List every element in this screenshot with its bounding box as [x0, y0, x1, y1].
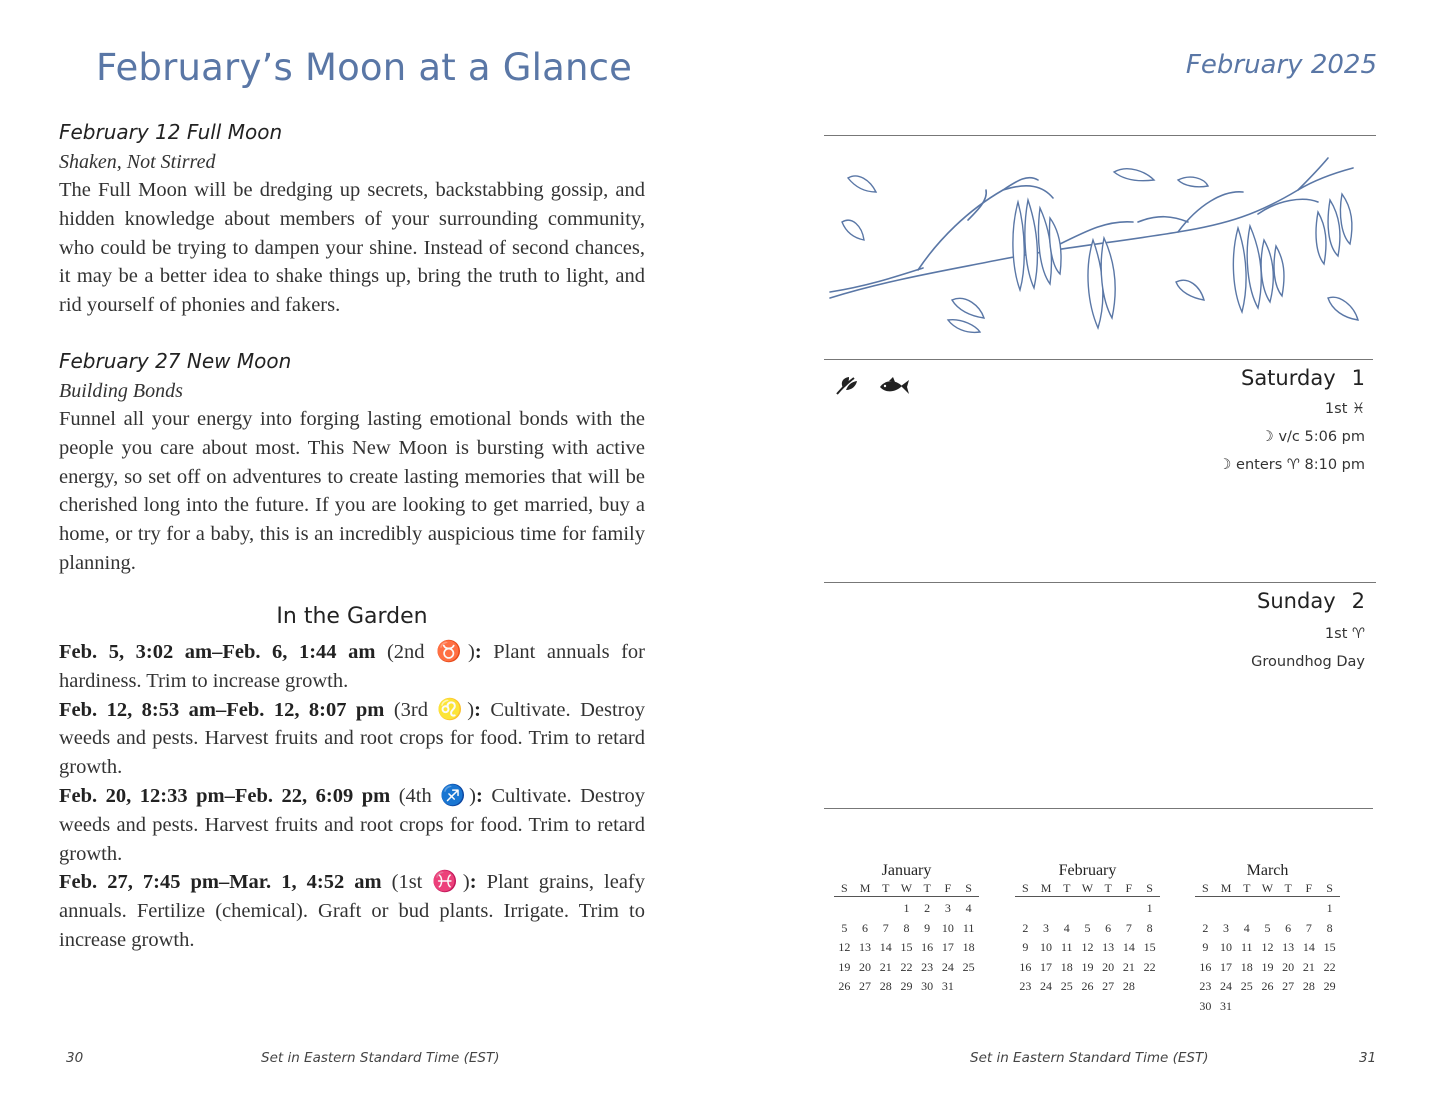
day-heading-sunday	[1257, 589, 1365, 613]
garden-entry	[59, 782, 645, 868]
calendar-day: 24	[941, 959, 954, 974]
full-moon-section	[59, 118, 645, 320]
calendar-day: 13	[1102, 940, 1115, 955]
calendar-day: 20	[1282, 959, 1295, 974]
calendar-day: 29	[1323, 979, 1336, 994]
calendar-day	[1015, 897, 1036, 919]
calendar-day: 8	[903, 920, 910, 935]
calendar-day: 7	[1305, 920, 1312, 935]
day-name: Saturday	[1240, 366, 1336, 390]
weekday-label: S	[1195, 880, 1216, 897]
day-number: 1	[1351, 366, 1365, 390]
calendar-day	[958, 977, 979, 997]
calendar-day	[1139, 977, 1160, 997]
calendar-day: 25	[1060, 979, 1073, 994]
calendar-day: 11	[962, 920, 975, 935]
calendar-week	[1195, 919, 1340, 939]
calendar-day: 1	[1326, 901, 1333, 916]
day-icons	[834, 374, 911, 400]
calendar-day: 4	[965, 901, 972, 916]
calendar-day: 13	[1282, 940, 1295, 955]
calendar-day	[1056, 897, 1077, 919]
weekday-label: T	[875, 880, 896, 897]
calendar-day	[1299, 997, 1320, 1017]
weekday-label: S	[834, 880, 855, 897]
calendar-day: 14	[879, 940, 892, 955]
garden-title: In the Garden	[276, 604, 428, 629]
day-heading-saturday	[1241, 366, 1365, 390]
calendar-day: 21	[879, 959, 892, 974]
calendar-day: 23	[1199, 979, 1212, 994]
new-moon-heading: February 27 New Moon	[59, 349, 292, 373]
calendar-day: 31	[941, 979, 954, 994]
calendar-week	[834, 958, 979, 978]
day-number: 2	[1351, 589, 1365, 613]
weekday-label: S	[1139, 880, 1160, 897]
calendar-day	[1299, 897, 1320, 919]
garden-entry-text: Plant annuals for hardiness. Trim to increase growth.	[59, 641, 645, 692]
calendar-day	[1236, 997, 1257, 1017]
calendar-day	[875, 897, 896, 919]
weekday-label: F	[938, 880, 959, 897]
catkin-branch-illustration	[828, 150, 1388, 340]
garden-entry-colon: :	[474, 698, 481, 721]
calendar-day: 20	[859, 959, 872, 974]
page-number-right: 31	[1359, 1050, 1377, 1066]
new-moon-subtitle: Building Bonds	[59, 380, 183, 402]
page-number-left: 30	[66, 1050, 84, 1066]
calendar-day: 24	[1040, 979, 1053, 994]
divider-saturday	[824, 359, 1373, 360]
calendar-week	[834, 938, 979, 958]
weekday-label: M	[1216, 880, 1237, 897]
calendar-day: 8	[1146, 920, 1153, 935]
new-moon-body: Funnel all your energy into forging lasting emotional bonds with the people you care about most. This New Moon is bursting with active energy, so set off on adventures to create lasting memories that will be cherished long into the future. If you are looking to get married, buy a home, or try for a baby, this is an incredibly auspicious time for family planning.	[59, 408, 645, 574]
calendar-day: 1	[1146, 901, 1153, 916]
calendar-day	[855, 897, 876, 919]
calendar-day: 23	[1019, 979, 1032, 994]
day-detail: 1st ♓	[1324, 401, 1365, 417]
day-detail: Groundhog Day	[1251, 654, 1365, 670]
weekday-label: T	[1098, 880, 1119, 897]
divider-bottom	[824, 808, 1373, 809]
weekday-label: W	[1077, 880, 1098, 897]
calendar-day: 10	[1220, 940, 1233, 955]
calendar-week	[1015, 897, 1160, 919]
calendar-day: 25	[1240, 979, 1253, 994]
calendar-day: 22	[1323, 959, 1336, 974]
weekday-label: T	[917, 880, 938, 897]
garden-entry-colon: :	[469, 871, 477, 894]
new-moon-section	[59, 347, 645, 578]
calendar-day	[1216, 897, 1237, 919]
calendar-day: 15	[1143, 940, 1156, 955]
calendar-day: 17	[941, 940, 954, 955]
footer-note-left: Set in Eastern Standard Time (EST)	[261, 1050, 500, 1066]
calendar-day: 13	[859, 940, 872, 955]
calendar-week	[1015, 958, 1160, 978]
calendar-day	[1077, 897, 1098, 919]
calendar-week	[1195, 897, 1340, 919]
calendar-week	[834, 897, 979, 919]
weekday-label: T	[1278, 880, 1299, 897]
calendar-day: 7	[882, 920, 889, 935]
calendar-day	[1257, 997, 1278, 1017]
calendar-day: 17	[1220, 959, 1233, 974]
mini-calendar-february	[1015, 862, 1160, 997]
garden-entry-date: Feb. 27, 7:45 pm–Mar. 1, 4:52 am	[59, 871, 382, 894]
calendar-day	[1195, 897, 1216, 919]
garden-entry-colon: :	[474, 641, 482, 663]
calendar-day: 26	[1261, 979, 1274, 994]
calendar-week	[1195, 977, 1340, 997]
calendar-day: 6	[1285, 920, 1292, 935]
mini-calendar-month: January	[881, 862, 932, 879]
calendar-week	[834, 977, 979, 997]
garden-entry	[59, 868, 645, 954]
fish-icon	[877, 376, 911, 398]
calendar-day: 27	[859, 979, 872, 994]
calendar-day: 22	[1143, 959, 1156, 974]
day-detail: 1st ♈	[1324, 626, 1365, 642]
calendar-day: 16	[1199, 959, 1212, 974]
calendar-day: 9	[924, 920, 931, 935]
calendar-day: 12	[838, 940, 851, 955]
calendar-day: 24	[1220, 979, 1233, 994]
calendar-week	[834, 919, 979, 939]
calendar-day: 5	[1084, 920, 1091, 935]
garden-entry-date: Feb. 20, 12:33 pm–Feb. 22, 6:09 pm	[59, 784, 391, 807]
weekday-label: W	[1257, 880, 1278, 897]
garden-entry-colon: :	[475, 784, 483, 807]
calendar-day: 10	[941, 920, 954, 935]
calendar-day: 5	[1264, 920, 1271, 935]
calendar-day: 21	[1302, 959, 1315, 974]
mini-calendar-march	[1195, 862, 1340, 1016]
mini-calendar-month: March	[1246, 862, 1289, 879]
calendar-day: 2	[1022, 920, 1029, 935]
calendar-day	[1098, 897, 1119, 919]
calendar-day: 15	[1323, 940, 1336, 955]
calendar-day: 20	[1102, 959, 1115, 974]
garden-entry-date: Feb. 5, 3:02 am–Feb. 6, 1:44 am	[59, 641, 376, 663]
right-page	[722, 0, 1445, 1101]
weekday-label: S	[1015, 880, 1036, 897]
weekday-label: M	[1036, 880, 1057, 897]
weekday-label: S	[958, 880, 979, 897]
garden-entry-text: Cultivate. Destroy weeds and pests. Harvest fruits and root crops for food. Trim to retard growth.	[59, 784, 646, 865]
garden-entry-text: Cultivate. Destroy weeds and pests. Harvest fruits and root crops for food. Trim to retard growth.	[59, 698, 645, 779]
calendar-day	[1257, 897, 1278, 919]
calendar-day: 2	[1202, 920, 1209, 935]
calendar-day: 11	[1060, 940, 1073, 955]
calendar-day: 6	[862, 920, 869, 935]
calendar-day: 4	[1063, 920, 1070, 935]
calendar-day: 30	[1199, 998, 1212, 1013]
garden-entry-text: Plant grains, leafy annuals. Fertilize (chemical). Graft or bud plants. Irrigate. Trim to increase growth.	[59, 871, 646, 951]
calendar-day: 3	[944, 901, 951, 916]
calendar-day: 16	[921, 940, 934, 955]
calendar-day: 29	[900, 979, 913, 994]
calendar-day: 3	[1223, 920, 1230, 935]
mini-calendar-grid	[834, 880, 979, 997]
calendar-day: 7	[1125, 920, 1132, 935]
garden-entry	[59, 696, 645, 782]
calendar-week	[1015, 977, 1160, 997]
weekday-label: W	[896, 880, 917, 897]
calendar-day: 9	[1202, 940, 1209, 955]
calendar-day	[1036, 897, 1057, 919]
calendar-day: 28	[1122, 979, 1135, 994]
weekday-label: M	[855, 880, 876, 897]
calendar-day	[1278, 897, 1299, 919]
garden-list	[59, 638, 645, 955]
divider-top	[824, 135, 1376, 136]
calendar-day: 21	[1122, 959, 1135, 974]
calendar-week	[1015, 938, 1160, 958]
mini-calendar-month: February	[1058, 862, 1117, 879]
calendar-week	[1195, 938, 1340, 958]
leaf-icon	[834, 374, 860, 398]
calendar-day: 18	[1060, 959, 1073, 974]
garden-entry	[59, 638, 645, 696]
calendar-day: 19	[1261, 959, 1274, 974]
mini-calendar-grid	[1195, 880, 1340, 1016]
calendar-day: 8	[1326, 920, 1333, 935]
full-moon-body: The Full Moon will be dredging up secrets, backstabbing gossip, and hidden knowledge about members of your surrounding community, who could be trying to dampen your shine. Instead of second chances, it may be a better idea to shake things up, bring the truth to light, and rid yourself of phonies and fakers.	[59, 179, 645, 317]
weekday-label: T	[1056, 880, 1077, 897]
calendar-day: 30	[921, 979, 934, 994]
calendar-day: 12	[1081, 940, 1094, 955]
calendar-day: 18	[1240, 959, 1253, 974]
calendar-day: 9	[1022, 940, 1029, 955]
left-page	[0, 0, 722, 1101]
calendar-week	[1195, 958, 1340, 978]
calendar-day: 28	[879, 979, 892, 994]
calendar-week	[1015, 919, 1160, 939]
weekday-label: T	[1236, 880, 1257, 897]
calendar-day: 18	[962, 940, 975, 955]
month-title: February 2025	[1185, 50, 1377, 80]
calendar-day: 1	[903, 901, 910, 916]
calendar-day: 26	[838, 979, 851, 994]
footer-note-right: Set in Eastern Standard Time (EST)	[970, 1050, 1209, 1066]
calendar-day: 10	[1040, 940, 1053, 955]
calendar-day: 28	[1302, 979, 1315, 994]
calendar-day	[1278, 997, 1299, 1017]
day-detail: ☽ enters ♈ 8:10 pm	[1218, 457, 1365, 473]
garden-entry-date: Feb. 12, 8:53 am–Feb. 12, 8:07 pm	[59, 698, 385, 721]
divider-sunday	[824, 582, 1376, 583]
calendar-day: 27	[1282, 979, 1295, 994]
mini-calendar-grid	[1015, 880, 1160, 997]
garden-entry-sign: (4th ♐)	[398, 784, 476, 807]
calendar-day: 4	[1243, 920, 1250, 935]
full-moon-heading: February 12 Full Moon	[59, 120, 283, 144]
calendar-day: 19	[838, 959, 851, 974]
calendar-day: 25	[962, 959, 975, 974]
calendar-day: 6	[1105, 920, 1112, 935]
weekday-label: F	[1119, 880, 1140, 897]
garden-entry-sign: (2nd ♉)	[386, 641, 475, 663]
calendar-day: 17	[1040, 959, 1053, 974]
calendar-day: 14	[1302, 940, 1315, 955]
calendar-day: 27	[1102, 979, 1115, 994]
calendar-day: 26	[1081, 979, 1094, 994]
calendar-day	[834, 897, 855, 919]
calendar-day: 11	[1240, 940, 1253, 955]
calendar-day: 31	[1220, 998, 1233, 1013]
calendar-day: 5	[841, 920, 848, 935]
calendar-day: 3	[1043, 920, 1050, 935]
mini-calendar-january	[834, 862, 979, 997]
calendar-day	[1236, 897, 1257, 919]
day-name: Sunday	[1257, 589, 1336, 613]
calendar-day: 15	[900, 940, 913, 955]
calendar-day: 19	[1081, 959, 1094, 974]
weekday-label: F	[1299, 880, 1320, 897]
calendar-day: 23	[921, 959, 934, 974]
page-title: February’s Moon at a Glance	[96, 46, 633, 89]
calendar-day: 22	[900, 959, 913, 974]
day-detail: ☽ v/c 5:06 pm	[1260, 429, 1365, 445]
calendar-week	[1195, 997, 1340, 1017]
calendar-day: 12	[1261, 940, 1274, 955]
full-moon-subtitle: Shaken, Not Stirred	[59, 151, 216, 173]
garden-entry-sign: (1st ♓)	[391, 871, 470, 894]
calendar-day: 14	[1122, 940, 1135, 955]
garden-entry-sign: (3rd ♌)	[393, 698, 475, 721]
calendar-day	[1319, 997, 1340, 1017]
calendar-day: 16	[1019, 959, 1032, 974]
calendar-day	[1119, 897, 1140, 919]
weekday-label: S	[1319, 880, 1340, 897]
calendar-day: 2	[924, 901, 931, 916]
